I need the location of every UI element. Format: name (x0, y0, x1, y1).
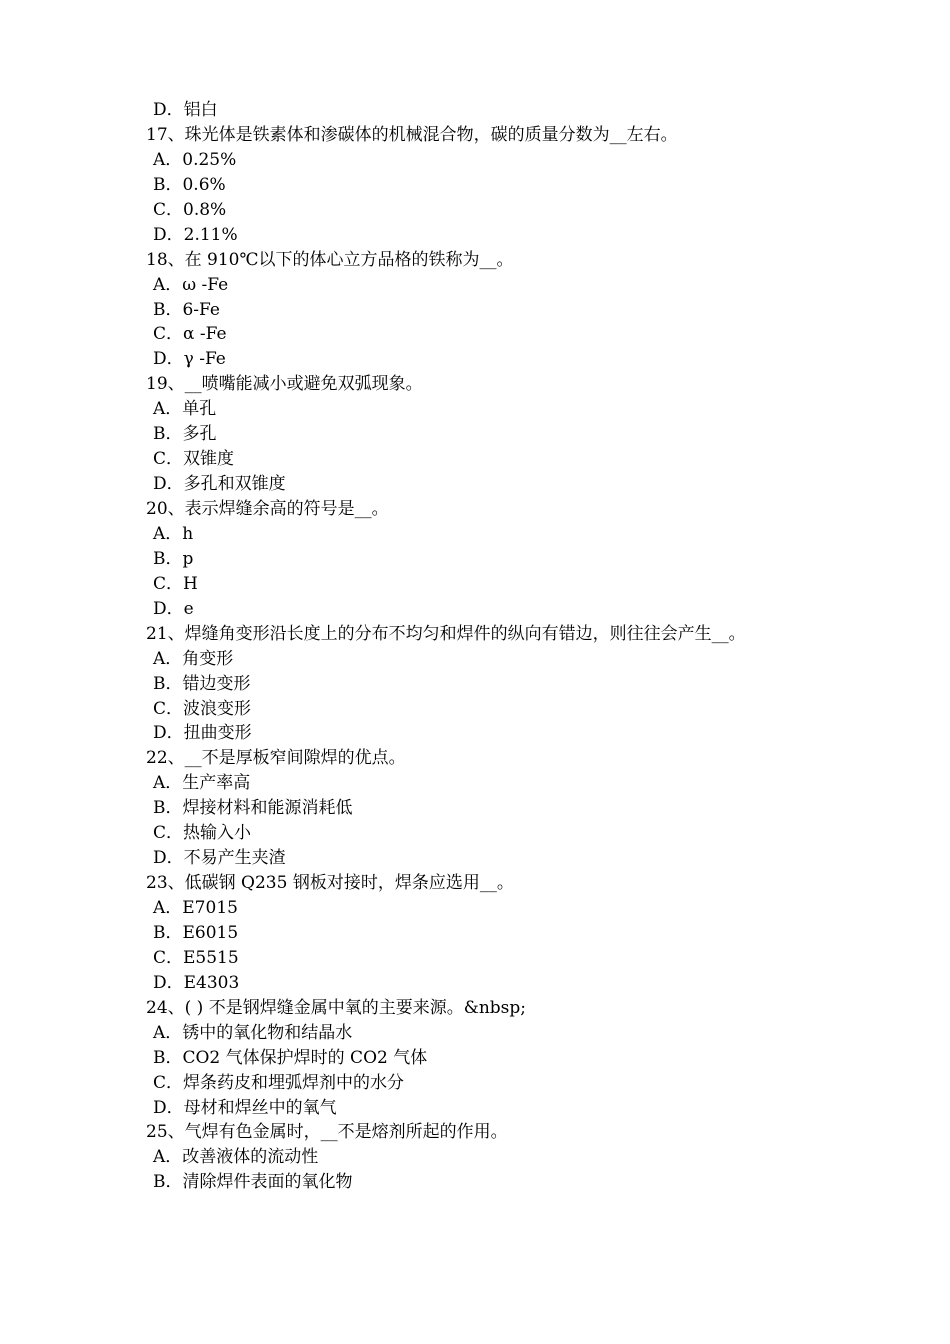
answer-option: C．H (153, 573, 198, 594)
answer-option: C．热输入小 (153, 823, 252, 844)
answer-option: C．波浪变形 (153, 698, 252, 719)
answer-option: B．焊接材料和能源消耗低 (153, 798, 353, 819)
question-text: 21、焊缝角变形沿长度上的分布不均匀和焊件的纵向有错边，则往往会产生__。 (146, 623, 746, 644)
question-text: 22、__不是厚板窄间隙焊的优点。 (146, 748, 406, 769)
document-page (0, 98, 950, 1195)
answer-option: D．e (153, 598, 194, 619)
question-text: 24、( ) 不是钢焊缝金属中氧的主要来源。&nbsp; (146, 997, 527, 1018)
answer-option: C．0.8% (153, 199, 227, 220)
answer-option: A．E7015 (153, 898, 238, 918)
answer-option: D．铝白 (153, 100, 218, 120)
answer-option: D．不易产生夹渣 (153, 848, 286, 869)
answer-option: A．单孔 (153, 399, 217, 420)
answer-option: D．多孔和双锥度 (153, 474, 286, 495)
answer-option: C．α -Fe (153, 324, 227, 345)
answer-option: D．母材和焊丝中的氧气 (153, 1097, 337, 1118)
answer-option: D．E4303 (153, 972, 240, 993)
question-text: 17、珠光体是铁素体和渗碳体的机械混合物，碳的质量分数为__左右。 (146, 124, 678, 145)
answer-option: A．改善液体的流动性 (153, 1147, 319, 1168)
answer-option: D．γ -Fe (153, 349, 226, 370)
question-text: 23、低碳钢 Q235 钢板对接时，焊条应选用__。 (146, 873, 514, 894)
question-text: 25、气焊有色金属时，__不是熔剂所起的作用。 (146, 1122, 508, 1143)
answer-option: B．错边变形 (153, 673, 251, 694)
answer-option: A．锈中的氧化物和结晶水 (153, 1022, 353, 1043)
answer-option: A．0.25% (153, 149, 237, 170)
answer-option: C．焊条药皮和埋弧焊剂中的水分 (153, 1072, 405, 1093)
answer-option: A．角变形 (153, 648, 234, 669)
answer-option: B．6-Fe (153, 299, 220, 320)
answer-option: A．生产率高 (153, 773, 251, 794)
answer-option: D．扭曲变形 (153, 723, 252, 744)
answer-option: B．清除焊件表面的氧化物 (153, 1172, 353, 1193)
answer-option: B．多孔 (153, 424, 217, 445)
question-text: 20、表示焊缝余高的符号是__。 (146, 499, 389, 519)
answer-option: B．CO2 气体保护焊时的 CO2 气体 (153, 1047, 428, 1068)
question-text: 18、在 910℃以下的体心立方品格的铁称为__。 (146, 249, 514, 270)
answer-option: A．h (153, 523, 194, 544)
answer-option: B．E6015 (153, 922, 239, 943)
answer-option: C．E5515 (153, 947, 239, 968)
answer-option: B．0.6% (153, 174, 226, 195)
answer-option: A．ω -Fe (153, 274, 229, 295)
question-text: 19、__喷嘴能减小或避免双弧现象。 (146, 374, 423, 395)
answer-option: D．2.11% (153, 224, 238, 245)
answer-option: B．p (153, 548, 194, 569)
answer-option: C．双锥度 (153, 449, 235, 470)
